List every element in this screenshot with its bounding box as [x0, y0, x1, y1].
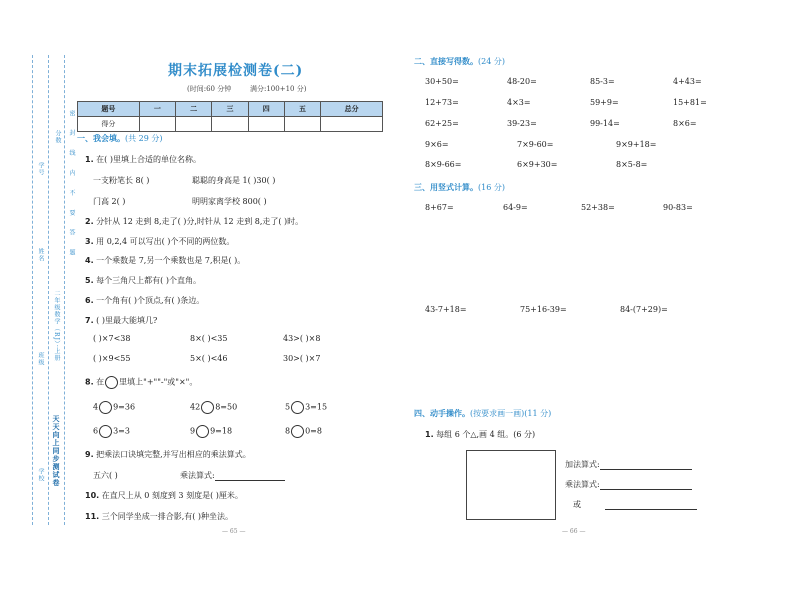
school-label: 学校 — [37, 468, 44, 482]
score-row-label: 得分 — [78, 117, 140, 132]
question-3 — [85, 236, 234, 247]
score-label: 分数 — [54, 130, 61, 144]
q8-item — [285, 401, 327, 414]
vertical-calc-item: 43-7+18= — [425, 305, 467, 314]
q9-formula — [180, 470, 285, 481]
operand: 8 — [285, 426, 291, 436]
score-header-cell: 四 — [248, 102, 284, 117]
operand: 3=15 — [305, 402, 328, 412]
vertical-calc-item: 90-83= — [663, 203, 693, 212]
question-text: 在( )里填上合适的单位名称。 — [96, 155, 201, 164]
answer-line[interactable] — [215, 472, 285, 481]
calc-item: 62+25= — [425, 119, 459, 128]
page-number-left: — 65 — — [222, 528, 246, 535]
q1-item: 门高 2( ) — [93, 197, 126, 206]
formula-label: 乘法算式: — [180, 471, 215, 480]
question-text: 一个角有( )个顶点,有( )条边。 — [96, 296, 205, 305]
question-text: 每个三角尺上都有( )个直角。 — [96, 276, 201, 285]
q7-item: 30>( )×7 — [283, 354, 321, 363]
multiplication-formula — [565, 479, 692, 490]
operand: 4 — [93, 402, 99, 412]
question-4 — [85, 255, 245, 266]
question-number: 9. — [85, 450, 94, 459]
q9-item: 五六( ) — [93, 471, 118, 480]
calc-item: 15+81= — [673, 98, 707, 107]
question-number: 5. — [85, 276, 94, 285]
calc-item: 9×6= — [425, 140, 449, 149]
score-header-cell: 总分 — [321, 102, 383, 117]
calc-item: 39-23= — [507, 119, 537, 128]
score-header-cell: 二 — [176, 102, 212, 117]
question-text: 三个同学坐成一排合影,有( )种坐法。 — [101, 512, 234, 521]
score-header-cell: 五 — [284, 102, 320, 117]
question-number: 6. — [85, 296, 94, 305]
score-cell[interactable] — [212, 117, 248, 132]
operand: 9 — [190, 426, 196, 436]
calc-item: 48-20= — [507, 77, 537, 86]
question-text: 在直尺上从 0 刻度到 3 刻度是( )厘米。 — [101, 491, 243, 500]
answer-circle[interactable] — [291, 425, 304, 438]
calc-item: 6×9+30= — [517, 160, 558, 169]
question-text: 每组 6 个△,画 4 组。(6 分) — [436, 430, 536, 439]
score-table — [77, 101, 383, 132]
answer-circle[interactable] — [99, 425, 112, 438]
q8-item — [190, 401, 237, 414]
q8-item — [93, 425, 130, 438]
question-number: 7. — [85, 316, 94, 325]
time-info: (时间:60 分钟 — [187, 85, 232, 93]
score-cell[interactable] — [139, 117, 175, 132]
class-label: 班级 — [37, 352, 44, 366]
answer-line[interactable] — [605, 501, 697, 510]
section-3-title: 三、用竖式计算。 — [414, 182, 478, 192]
question-text: ( )里最大能填几? — [96, 316, 158, 325]
calc-item: 7×9-60= — [517, 140, 554, 149]
binding-strip-grade: 二年级数学（RJ）·上册 — [53, 290, 60, 362]
question-10 — [85, 490, 243, 501]
operand: 9=36 — [113, 402, 136, 412]
formula-label: 乘法算式: — [565, 480, 600, 489]
question-number: 1. — [425, 430, 434, 439]
score-cell[interactable] — [176, 117, 212, 132]
vertical-calc-item: 52+38= — [581, 203, 615, 212]
calc-item: 8×9-66= — [425, 160, 462, 169]
name-label: 姓名 — [37, 248, 44, 262]
alt-formula — [573, 499, 697, 510]
section-1-points: (共 29 分) — [125, 134, 163, 143]
question-11 — [85, 511, 233, 522]
q7-item: ( )×9<55 — [93, 354, 131, 363]
question-number: 3. — [85, 237, 94, 246]
question-number: 1. — [85, 155, 94, 164]
calc-item: 99-14= — [590, 119, 620, 128]
question-text: 分针从 12 走到 8,走了( )分,时针从 12 走到 8,走了( )时。 — [96, 217, 304, 226]
q1-item: 一支粉笔长 8( ) — [93, 176, 150, 185]
q1-item: 明明家离学校 800( ) — [192, 197, 267, 206]
answer-circle[interactable] — [196, 425, 209, 438]
calc-item: 4×3= — [507, 98, 531, 107]
q1-item: 聪聪的身高是 1( )30( ) — [192, 176, 276, 185]
question-text: 用 0,2,4 可以写出( )个不同的两位数。 — [96, 237, 235, 246]
calc-item: 12+73= — [425, 98, 459, 107]
answer-line[interactable] — [600, 481, 692, 490]
q8-item — [190, 425, 232, 438]
answer-circle[interactable] — [291, 401, 304, 414]
formula-label: 加法算式: — [565, 460, 600, 469]
answer-line[interactable] — [600, 461, 692, 470]
vertical-calc-item: 75+16-39= — [520, 305, 567, 314]
q8-item — [93, 401, 135, 414]
q7-item: 43>( )×8 — [283, 334, 321, 343]
question-1 — [85, 154, 201, 165]
question-number: 8. — [85, 377, 94, 387]
operand: 42 — [190, 402, 201, 412]
binding-strip-warning: 密 封 线 内 不 要 答 题 — [68, 110, 75, 262]
score-header-cell: 三 — [212, 102, 248, 117]
vertical-calc-item: 8+67= — [425, 203, 454, 212]
or-label: 或 — [573, 500, 581, 509]
drawing-box[interactable] — [466, 450, 556, 520]
q7-item: 8×( )<35 — [190, 334, 228, 343]
section-2-title: 二、直接写得数。 — [414, 56, 478, 66]
calc-item: 9×9+18= — [616, 140, 657, 149]
section-4-heading — [414, 408, 551, 419]
score-cell[interactable] — [248, 117, 284, 132]
calc-item: 59+9= — [590, 98, 619, 107]
operand: 5 — [285, 402, 291, 412]
question-2 — [85, 216, 303, 227]
section-4-question-1 — [425, 429, 535, 440]
q8-item — [285, 425, 322, 438]
operand: 6 — [93, 426, 99, 436]
vertical-calc-item: 64-9= — [503, 203, 528, 212]
section-1-title: 一、我会填。 — [77, 133, 125, 143]
question-text: 在 — [96, 377, 105, 387]
calc-item: 4+43= — [673, 77, 702, 86]
question-7 — [85, 315, 157, 326]
question-number: 10. — [85, 491, 100, 500]
operand: 3=3 — [113, 426, 130, 436]
calc-item: 8×5-8= — [616, 160, 648, 169]
operand: 9=18 — [210, 426, 233, 436]
calc-item: 30+50= — [425, 77, 459, 86]
section-1-heading — [77, 133, 163, 144]
calc-item: 85-3= — [590, 77, 615, 86]
section-3-heading — [414, 182, 505, 193]
operand: 0=8 — [305, 426, 322, 436]
binding-strip-title: 天天向上同步测试卷 — [52, 415, 61, 487]
question-6 — [85, 295, 204, 306]
question-text: 把乘法口诀填完整,并写出相应的乘法算式。 — [96, 450, 251, 459]
score-header-cell: 题号 — [78, 102, 140, 117]
question-text: 一个乘数是 7,另一个乘数也是 7,积是( )。 — [96, 256, 246, 265]
question-9 — [85, 449, 251, 460]
operand: 8=50 — [215, 402, 238, 412]
answer-circle[interactable] — [99, 401, 112, 414]
question-number: 11. — [85, 512, 100, 521]
section-3-points: (16 分) — [478, 183, 505, 192]
calc-item: 8×6= — [673, 119, 697, 128]
score-header-cell: 一 — [139, 102, 175, 117]
section-2-points: (24 分) — [478, 57, 505, 66]
score-cell[interactable] — [321, 117, 383, 132]
section-2-heading — [414, 56, 505, 67]
score-info: 满分:100+10 分) — [250, 85, 307, 93]
answer-circle[interactable] — [201, 401, 214, 414]
q7-item: ( )×7<38 — [93, 334, 131, 343]
question-text: 里填上"+""-"或"×"。 — [119, 377, 198, 387]
question-5 — [85, 275, 201, 286]
addition-formula — [565, 459, 692, 470]
question-number: 4. — [85, 256, 94, 265]
score-cell[interactable] — [284, 117, 320, 132]
section-4-title: 四、动手操作。 — [414, 408, 470, 418]
answer-circle[interactable] — [105, 376, 118, 389]
section-4-note: (按要求画一画) — [470, 409, 525, 418]
page-title: 期末拓展检测卷(二) — [168, 63, 304, 79]
question-number: 2. — [85, 217, 94, 226]
q7-item: 5×( )<46 — [190, 354, 228, 363]
section-4-points: (11 分) — [524, 409, 552, 418]
vertical-calc-item: 84-(7+29)= — [620, 305, 668, 314]
question-8 — [85, 376, 197, 389]
page-number-right: — 66 — — [562, 528, 586, 535]
id-label: 学号 — [37, 162, 44, 176]
